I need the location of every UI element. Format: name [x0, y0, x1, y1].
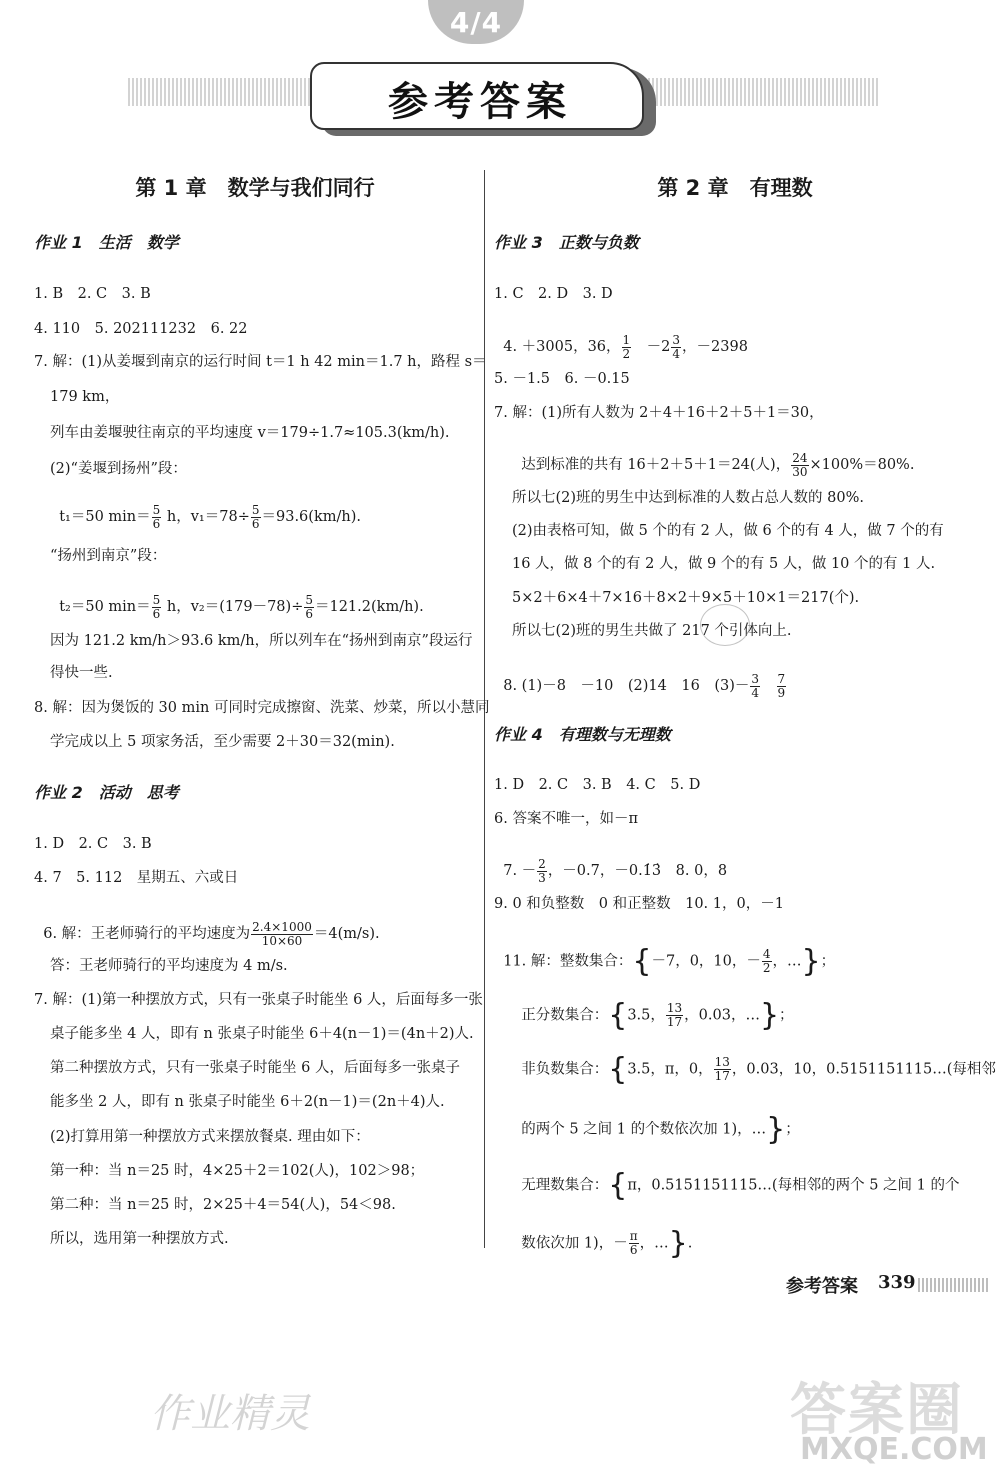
text: h，v₁＝78÷ — [162, 509, 250, 526]
footer-stripe — [918, 1278, 988, 1292]
hw1-line-3: 7. 解：(1)从姜堰到南京的运行时间 t＝1 h 42 min＝1.7 h，路程 s＝ — [34, 354, 487, 370]
hw1-line-8: “扬州到南京”段： — [50, 548, 167, 564]
text: t₁＝50 min＝ — [59, 509, 151, 526]
text: 无理数集合： — [521, 1177, 609, 1194]
text: ； — [820, 953, 836, 970]
denominator: 17 — [714, 1069, 730, 1083]
hw4-line-9 — [512, 1152, 959, 1203]
hw1-line-12: 8. 解：因为煲饭的 30 min 可同时完成擦窗、洗菜、炒菜，所以小慧同 — [34, 700, 490, 716]
denominator: 2 — [762, 961, 771, 975]
denominator: 9 — [777, 685, 786, 700]
numerator: 24 — [792, 451, 808, 465]
hw3-line-11 — [494, 657, 787, 699]
hw2-line-10: 第一种：当 n＝25 时，4×25＋2＝102(人)，102＞98； — [50, 1163, 425, 1179]
text: h，v₂＝(179－78)÷ — [162, 599, 304, 616]
hw3-title: 作业 3 正数与负数 — [494, 233, 639, 252]
text: ，… — [639, 1235, 669, 1252]
denominator: 17 — [666, 1015, 683, 1029]
fraction — [762, 948, 772, 974]
fraction — [537, 858, 547, 884]
hw1-title: 作业 1 生活 数学 — [34, 233, 179, 252]
text: 7. － — [503, 863, 537, 880]
hw4-line-10 — [512, 1210, 692, 1261]
text: ； — [779, 1007, 794, 1024]
hw2-line-8: 能多坐 2 人，即有 n 张桌子时能坐 6＋2(n－1)＝(2n＋4)人. — [50, 1094, 445, 1110]
fraction — [152, 594, 162, 620]
hw2-line-1: 1. D 2. C 3. B — [34, 836, 152, 852]
hw1-line-5: 列车由姜堰驶往南京的平均速度 v＝179÷1.7≈105.3(km/h). — [50, 425, 450, 441]
hw1-line-7 — [50, 488, 361, 530]
hw1-line-13: 学完成以上 5 项家务活，至少需要 2＋30＝32(min). — [50, 734, 395, 750]
denominator: 2 — [622, 346, 631, 361]
watermark-logo: 答案圈 — [790, 1378, 964, 1443]
fraction — [622, 334, 632, 360]
hw3-line-9: 5×2＋6×4＋7×16＋8×2＋9×5＋10×1＝217(个). — [512, 590, 860, 606]
hw4-line-6 — [512, 982, 794, 1033]
text: 达到标准的共有 16＋2＋5＋1＝24(人)， — [521, 457, 791, 474]
hw4-line-2: 6. 答案不唯一，如－π — [494, 811, 638, 827]
numerator: 2.4×1000 — [252, 920, 312, 934]
hw2-line-2: 4. 7 5. 112 星期五、六或日 — [34, 870, 239, 886]
denominator: 3 — [538, 870, 546, 885]
hw3-line-8: 16 人，做 8 个的有 2 人，做 9 个的有 5 人，做 10 个的有 1 人. — [512, 556, 936, 572]
text: 11. 解：整数集合： — [503, 953, 633, 970]
text: ，－2398 — [682, 339, 748, 356]
fraction — [750, 673, 760, 699]
text: t₂＝50 min＝ — [59, 599, 151, 616]
hw2-line-6: 桌子能多坐 4 人，即有 n 张桌子时能坐 6＋4(n－1)＝(4n＋2)人. — [50, 1026, 474, 1042]
brace-open: { — [608, 998, 628, 1033]
fraction — [251, 504, 261, 530]
text: ，0.03，10，0.5151151115…(每相邻 — [731, 1061, 996, 1078]
numerator: π — [629, 1229, 638, 1244]
numerator: 5 — [152, 503, 161, 517]
hw1-line-4: 179 km， — [50, 389, 120, 405]
hw1-line-10: 因为 121.2 km/h＞93.6 km/h，所以列车在“扬州到南京”段运行 — [50, 633, 473, 649]
brace-close: } — [801, 944, 821, 979]
denominator: 6 — [305, 606, 313, 621]
numerator: 3 — [672, 333, 681, 347]
hw4-line-8 — [512, 1096, 800, 1147]
hw3-line-5 — [512, 436, 914, 478]
fraction — [629, 1230, 639, 1256]
numerator: 13 — [666, 1001, 683, 1016]
text: . — [687, 1235, 693, 1252]
fraction — [777, 673, 787, 699]
fraction — [671, 334, 681, 360]
text: ，0.03，… — [684, 1007, 760, 1024]
fraction — [152, 504, 162, 530]
text: ； — [785, 1121, 800, 1138]
hw1-line-1: 1. B 2. C 3. B — [34, 286, 151, 302]
chapter-2-heading: 第 2 章 有理数 — [657, 176, 813, 200]
brace-close: } — [766, 1112, 786, 1147]
numerator: 5 — [251, 503, 260, 517]
brace-open: { — [608, 1052, 628, 1087]
text: 3.5，π，0， — [627, 1061, 713, 1078]
text: 4. ＋3005，36， — [503, 339, 621, 356]
hw3-line-7: (2)由表格可知，做 5 个的有 2 人，做 6 个的有 4 人，做 7 个的有 — [512, 523, 944, 539]
hw4-line-5 — [494, 928, 835, 979]
hw3-line-1: 1. C 2. D 3. D — [494, 286, 613, 302]
page-number: 339 — [878, 1272, 916, 1293]
hw4-line-4: 9. 0 和负整数 0 和正整数 10. 1，0，－1 — [494, 896, 784, 912]
denominator: 4 — [672, 346, 681, 361]
hw1-line-6: (2)“姜堰到扬州”段： — [50, 461, 187, 477]
denominator: 30 — [792, 464, 808, 479]
numerator: 13 — [714, 1055, 730, 1070]
denominator: 6 — [629, 1243, 638, 1257]
text: 正分数集合： — [521, 1007, 609, 1024]
brace-open: { — [608, 1168, 628, 1203]
text: 非负数集合： — [521, 1061, 609, 1078]
footer-label: 参考答案 — [786, 1276, 858, 1297]
brace-close: } — [759, 998, 780, 1033]
numerator: 4 — [762, 947, 771, 962]
fraction — [304, 594, 314, 620]
hw2-line-12: 所以，选用第一种摆放方式. — [50, 1231, 229, 1247]
text: ，－0.7，－0.1̇3̇ 8. 0，8 — [547, 863, 728, 880]
fraction — [666, 1002, 683, 1028]
fraction — [791, 452, 808, 478]
hw2-line-7: 第二种摆放方式，只有一张桌子时能坐 6 人，后面每多一张桌子 — [50, 1060, 460, 1076]
text: 6. 解：王老师骑行的平均速度为 — [43, 926, 251, 943]
hw4-line-7 — [512, 1036, 996, 1087]
denominator: 10×60 — [261, 933, 303, 948]
text — [761, 678, 776, 694]
text: ，… — [772, 953, 802, 970]
text: ＝93.6(km/h). — [261, 509, 361, 526]
watermark-left: 作业精灵 — [150, 1391, 310, 1437]
text: 8. (1)－8 －10 (2)14 16 (3)－ — [503, 678, 750, 695]
text: ＝4(m/s). — [313, 926, 380, 943]
numerator: 7 — [777, 672, 786, 686]
text: π，0.5151151115…(每相邻的两个 5 之间 1 的个 — [627, 1177, 960, 1194]
hw3-line-4: 7. 解：(1)所有人数为 2＋4＋16＋2＋5＋1＝30， — [494, 405, 824, 421]
hw2-line-5: 7. 解：(1)第一种摆放方式，只有一张桌子时能坐 6 人，后面每多一张 — [34, 992, 483, 1008]
hw2-title: 作业 2 活动 思考 — [34, 783, 179, 802]
hw3-line-2 — [494, 318, 748, 360]
text: 3.5， — [627, 1007, 665, 1024]
denominator: 6 — [152, 516, 161, 531]
publisher-badge: 4/4 — [428, 0, 524, 44]
denominator: 6 — [251, 516, 260, 531]
hw4-line-1: 1. D 2. C 3. B 4. C 5. D — [494, 777, 701, 793]
fraction — [714, 1056, 731, 1082]
text: ×100%＝80%. — [809, 457, 915, 474]
hw4-title: 作业 4 有理数与无理数 — [494, 725, 671, 744]
text: ＝121.2(km/h). — [314, 599, 424, 616]
stamp-mark — [700, 604, 750, 646]
hw2-line-3 — [34, 905, 380, 947]
hw2-line-9: (2)打算用第一种摆放方式来摆放餐桌. 理由如下： — [50, 1129, 370, 1145]
numerator: 5 — [152, 593, 161, 607]
hw2-line-11: 第二种：当 n＝25 时，2×25＋4＝54(人)，54＜98. — [50, 1197, 396, 1213]
numerator: 1 — [622, 333, 631, 347]
text: 的两个 5 之间 1 的个数依次加 1)，… — [521, 1121, 767, 1138]
hw1-line-11: 得快一些. — [50, 665, 113, 681]
hw1-line-2: 4. 110 5. 202111232 6. 22 — [34, 321, 248, 337]
text: －7，0，10，－ — [651, 953, 761, 970]
hw4-line-3 — [494, 842, 727, 884]
hw2-line-4: 答：王老师骑行的平均速度为 4 m/s. — [50, 958, 288, 974]
watermark-url: MXQE.COM — [800, 1432, 988, 1467]
numerator: 5 — [305, 593, 313, 607]
hw1-line-9 — [50, 578, 424, 620]
chapter-1-heading: 第 1 章 数学与我们同行 — [135, 176, 375, 200]
page-title: 参考答案 — [388, 79, 572, 125]
brace-close: } — [668, 1226, 688, 1261]
fraction — [251, 921, 313, 947]
hw3-line-3: 5. －1.5 6. －0.15 — [494, 371, 630, 387]
denominator: 4 — [751, 685, 759, 700]
denominator: 6 — [152, 606, 161, 621]
hw3-line-10: 所以七(2)班的男生共做了 217 个引体向上. — [512, 623, 792, 639]
text: －2 — [632, 339, 671, 356]
numerator: 3 — [751, 672, 759, 686]
numerator: 2 — [538, 857, 546, 871]
brace-open: { — [632, 944, 652, 979]
text: 数依次加 1)，－ — [521, 1235, 628, 1252]
hw3-line-6: 所以七(2)班的男生中达到标准的人数占总人数的 80%. — [512, 490, 864, 506]
